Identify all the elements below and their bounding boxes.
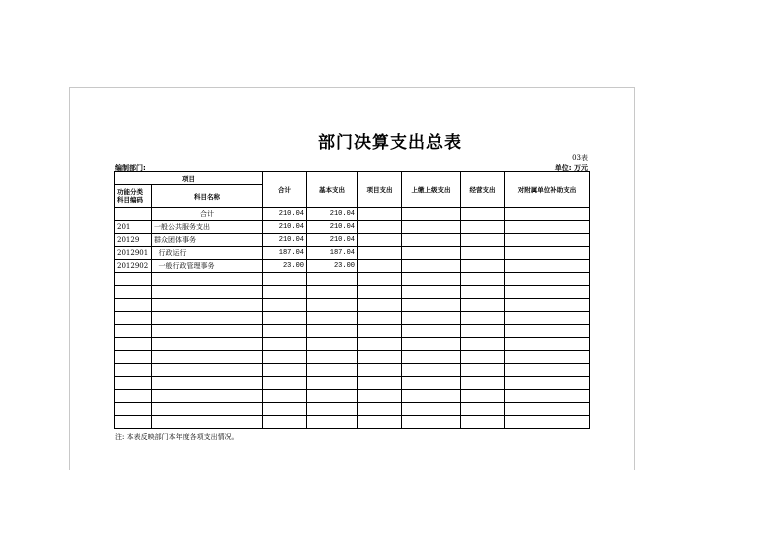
org-label: 编制部门: [115, 164, 146, 172]
table-row [115, 312, 590, 325]
cell-total [263, 325, 307, 338]
table-row [115, 351, 590, 364]
cell-basic: 23.00 [307, 260, 358, 273]
cell-total: 210.04 [263, 234, 307, 247]
cell-upper [402, 351, 461, 364]
cell-basic: 210.04 [307, 234, 358, 247]
cell-upper [402, 247, 461, 260]
cell-basic [307, 273, 358, 286]
cell-operation [461, 286, 505, 299]
page-title: 部门决算支出总表 [318, 133, 462, 153]
cell-operation [461, 403, 505, 416]
table-row [115, 273, 590, 286]
expenditure-table [114, 171, 590, 429]
cell-upper [402, 299, 461, 312]
cell-upper [402, 221, 461, 234]
cell-basic: 187.04 [307, 247, 358, 260]
cell-basic [307, 403, 358, 416]
cell-basic [307, 338, 358, 351]
cell-operation [461, 234, 505, 247]
cell-name [152, 377, 263, 390]
cell-subsidy [505, 377, 590, 390]
cell-subsidy [505, 403, 590, 416]
cell-project [358, 221, 402, 234]
cell-operation [461, 325, 505, 338]
cell-code [115, 377, 152, 390]
cell-basic: 210.04 [307, 208, 358, 221]
table-row [115, 364, 590, 377]
cell-code [115, 299, 152, 312]
table-row [115, 260, 590, 273]
cell-project [358, 416, 402, 429]
cell-name [152, 364, 263, 377]
cell-upper [402, 325, 461, 338]
cell-total: 23.00 [263, 260, 307, 273]
cell-name: 一般公共服务支出 [152, 221, 263, 234]
cell-subsidy [505, 221, 590, 234]
table-row [115, 416, 590, 429]
cell-subsidy [505, 273, 590, 286]
cell-operation [461, 416, 505, 429]
cell-upper [402, 338, 461, 351]
cell-code [115, 273, 152, 286]
header-upper: 上缴上级支出 [402, 172, 461, 208]
cell-total [263, 312, 307, 325]
header-subsidy: 对附属单位补助支出 [505, 172, 590, 208]
cell-name [152, 403, 263, 416]
cell-project [358, 377, 402, 390]
cell-name [152, 390, 263, 403]
cell-name [152, 299, 263, 312]
cell-upper [402, 312, 461, 325]
cell-basic [307, 325, 358, 338]
cell-project [358, 390, 402, 403]
cell-subsidy [505, 260, 590, 273]
cell-total [263, 364, 307, 377]
cell-subsidy [505, 390, 590, 403]
cell-total: 210.04 [263, 208, 307, 221]
cell-operation [461, 299, 505, 312]
cell-upper [402, 260, 461, 273]
cell-total [263, 338, 307, 351]
cell-name: 群众团体事务 [152, 234, 263, 247]
cell-basic [307, 364, 358, 377]
header-item: 项目 [115, 172, 263, 185]
cell-name [152, 338, 263, 351]
cell-operation [461, 364, 505, 377]
cell-total [263, 299, 307, 312]
cell-project [358, 325, 402, 338]
cell-project [358, 403, 402, 416]
cell-name [152, 325, 263, 338]
cell-operation [461, 208, 505, 221]
cell-operation [461, 390, 505, 403]
cell-project [358, 351, 402, 364]
cell-operation [461, 273, 505, 286]
cell-subsidy [505, 325, 590, 338]
cell-subsidy [505, 351, 590, 364]
cell-name [152, 273, 263, 286]
cell-basic [307, 390, 358, 403]
cell-code [115, 312, 152, 325]
cell-basic: 210.04 [307, 221, 358, 234]
cell-upper [402, 403, 461, 416]
cell-project [358, 338, 402, 351]
header-basic: 基本支出 [307, 172, 358, 208]
table-row [115, 338, 590, 351]
cell-project [358, 247, 402, 260]
cell-code [115, 351, 152, 364]
cell-project [358, 273, 402, 286]
cell-code [115, 286, 152, 299]
cell-upper [402, 234, 461, 247]
cell-name: 行政运行 [152, 247, 263, 260]
table-row [115, 325, 590, 338]
table-row [115, 390, 590, 403]
cell-code: 2012902 [115, 260, 152, 273]
cell-subsidy [505, 299, 590, 312]
header-project: 项目支出 [358, 172, 402, 208]
cell-operation [461, 351, 505, 364]
cell-name [152, 312, 263, 325]
header-name: 科目名称 [152, 185, 263, 208]
cell-basic [307, 416, 358, 429]
header-code: 功能分类科目编码 [115, 185, 152, 208]
table-row [115, 286, 590, 299]
table-row [115, 403, 590, 416]
table-row [115, 208, 590, 221]
cell-code [115, 416, 152, 429]
cell-total [263, 273, 307, 286]
cell-project [358, 234, 402, 247]
cell-subsidy [505, 416, 590, 429]
cell-upper [402, 208, 461, 221]
header-total: 合计 [263, 172, 307, 208]
cell-project [358, 364, 402, 377]
cell-name [152, 351, 263, 364]
cell-project [358, 299, 402, 312]
cell-code [115, 208, 152, 221]
cell-upper [402, 390, 461, 403]
unit-label: 单位: 万元 [554, 164, 588, 172]
cell-total: 187.04 [263, 247, 307, 260]
table-row [115, 234, 590, 247]
cell-upper [402, 377, 461, 390]
cell-total [263, 351, 307, 364]
cell-upper [402, 273, 461, 286]
cell-name: 合计 [152, 208, 263, 221]
cell-total [263, 416, 307, 429]
cell-code [115, 403, 152, 416]
cell-code: 20129 [115, 234, 152, 247]
cell-basic [307, 299, 358, 312]
table-row [115, 377, 590, 390]
cell-total [263, 390, 307, 403]
cell-subsidy [505, 338, 590, 351]
table-row [115, 247, 590, 260]
cell-project [358, 312, 402, 325]
cell-total [263, 377, 307, 390]
cell-subsidy [505, 364, 590, 377]
cell-subsidy [505, 247, 590, 260]
cell-project [358, 260, 402, 273]
cell-basic [307, 312, 358, 325]
cell-code: 2012901 [115, 247, 152, 260]
cell-operation [461, 338, 505, 351]
cell-basic [307, 286, 358, 299]
footnote: 注: 本表反映部门本年度各项支出情况。 [115, 433, 239, 441]
cell-code [115, 364, 152, 377]
cell-code [115, 390, 152, 403]
cell-subsidy [505, 312, 590, 325]
cell-total: 210.04 [263, 221, 307, 234]
cell-code [115, 338, 152, 351]
cell-code [115, 325, 152, 338]
cell-operation [461, 221, 505, 234]
header-operation: 经营支出 [461, 172, 505, 208]
cell-operation [461, 377, 505, 390]
table-number: 03表 [572, 154, 588, 162]
cell-subsidy [505, 208, 590, 221]
cell-upper [402, 416, 461, 429]
table-row [115, 299, 590, 312]
cell-code: 201 [115, 221, 152, 234]
cell-subsidy [505, 234, 590, 247]
cell-project [358, 286, 402, 299]
cell-subsidy [505, 286, 590, 299]
cell-basic [307, 351, 358, 364]
cell-name [152, 416, 263, 429]
cell-operation [461, 247, 505, 260]
cell-upper [402, 364, 461, 377]
cell-basic [307, 377, 358, 390]
cell-name [152, 286, 263, 299]
cell-operation [461, 312, 505, 325]
cell-operation [461, 260, 505, 273]
cell-total [263, 403, 307, 416]
cell-total [263, 286, 307, 299]
table-row [115, 221, 590, 234]
cell-project [358, 208, 402, 221]
cell-name: 一般行政管理事务 [152, 260, 263, 273]
cell-upper [402, 286, 461, 299]
